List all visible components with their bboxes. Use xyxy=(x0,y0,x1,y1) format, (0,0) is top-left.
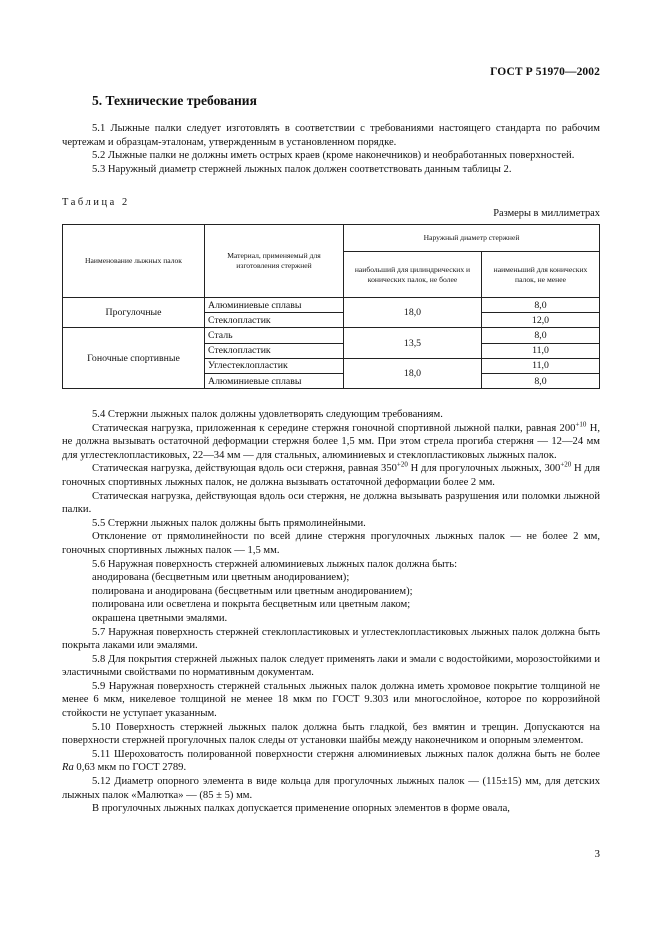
list-item: полирована или осветлена и покрыта бесцветным или цветным лаком; xyxy=(92,599,411,611)
min-cell: 11,0 xyxy=(482,343,600,358)
paragraph-5-12: 5.12 Диаметр опорного элемента в виде кольца для прогулочных лыжных палок — (115±15) мм, для детских лыжных палок «Малютка» — (85 ± 5) мм. xyxy=(62,776,600,801)
min-cell: 8,0 xyxy=(482,373,600,388)
header-diameter: Наружный диаметр стержней xyxy=(344,225,600,252)
material-cell: Стеклопластик xyxy=(205,313,344,328)
min-cell: 8,0 xyxy=(482,328,600,343)
paragraph-5-4-b: Статическая нагрузка, действующая вдоль оси стержня, равная $350^{+20}$ Н для прогулочных лыжных, $300^{+20}$ Н для гоночных спортивных лыжных палок, не должна вызывать остаточной деформации более 2 мм. xyxy=(62,460,601,488)
paragraph-5-4-a: Статическая нагрузка, приложенная к середине стержня гоночной спортивной лыжной палки, равная $200^{+10}$ Н, не должна вызывать остаточной деформации стержня более 1,5 мм. При этом стрела прогиба стержня — 12—24 мм для углестеклопластиковых, 22—34 мм — для стальных, алюминиевых и стеклопластиковых лыжных палок. xyxy=(62,420,600,461)
group-racing: Гоночные спортивные xyxy=(63,328,205,389)
paragraph-5-9: 5.9 Наружная поверхность стержней стальных лыжных палок должна иметь хромовое покрытие толщиной не менее 6 мкм, никелевое толщиной не менее 18 мкм по ГОСТ 9.303 или многослойное, которое по коррозийной стойкости не уступает указанным. xyxy=(62,680,600,720)
paragraph-5-7: 5.7 Наружная поверхность стержней стеклопластиковых и углестеклопластиковых лыжных палок должна быть покрыта лаками или эмалями. xyxy=(62,626,600,652)
paragraph-5-10: 5.10 Поверхность стержней лыжных палок должна быть гладкой, без вмятин и трещин. Допускаются на поверхности стержней прогулочных палок следы от установки шайбы между наконечником и опорным элементом. xyxy=(62,721,600,747)
table-label: Таблица 2 xyxy=(62,197,130,208)
table-units: Размеры в миллиметрах xyxy=(493,208,600,219)
min-cell: 8,0 xyxy=(482,298,600,313)
paragraph-5-4-c: Статическая нагрузка, действующая вдоль оси стержня, не должна вызывать разрушения или поломки лыжной палки. xyxy=(62,490,600,516)
paragraph-5-2: 5.2 Лыжные палки не должны иметь острых краев (кроме наконечников) и необработанных поверхностей. xyxy=(92,150,575,162)
max-cell: 18,0 xyxy=(344,298,482,328)
paragraph-5-11: 5.11 Шероховатость полированной поверхности стержня алюминиевых лыжных палок должна быть не более Ra 0,63 мкм по ГОСТ 2789. xyxy=(62,748,600,774)
list-item: окрашена цветными эмалями. xyxy=(92,612,228,624)
material-cell: Углестеклопластик xyxy=(205,358,344,373)
group-walking: Прогулочные xyxy=(63,298,205,328)
min-cell: 11,0 xyxy=(482,358,600,373)
paragraph-5-5-a: Отклонение от прямолинейности по всей длине стержня прогулочных лыжных палок — не более 2 мм, гоночных спортивных лыжных палок — 1,5 мм. xyxy=(62,531,600,556)
max-cell: 13,5 xyxy=(344,328,482,358)
table-row xyxy=(63,298,600,313)
material-cell: Алюминиевые сплавы xyxy=(205,373,344,388)
header-material: Материал, применяемый для изготовления стержней xyxy=(205,225,344,298)
paragraph-5-3: 5.3 Наружный диаметр стержней лыжных палок должен соответствовать данным таблицы 2. xyxy=(92,163,512,175)
section-title: 5. Технические требования xyxy=(92,93,257,108)
table-row xyxy=(63,328,600,343)
paragraph-5-6: 5.6 Наружная поверхность стержней алюминиевых лыжных палок должна быть: xyxy=(92,558,458,570)
paragraph-5-8: 5.8 Для покрытия стержней лыжных палок следует применять лаки и эмали с водостойкими, морозостойкими и эластичными свойствами по нормативным документам. xyxy=(62,653,600,679)
header-min: наименьший для конических палок, не менее xyxy=(482,252,600,298)
material-cell: Алюминиевые сплавы xyxy=(205,298,344,313)
header-max: наибольший для цилиндрических и конических палок, не более xyxy=(344,252,482,298)
max-cell: 18,0 xyxy=(344,358,482,388)
intro-paragraphs xyxy=(62,122,600,176)
header-name: Наименование лыжных палок xyxy=(63,225,205,298)
paragraph-5-4: 5.4 Стержни лыжных палок должны удовлетворять следующим требованиям. xyxy=(92,409,443,420)
paragraph-5-1: 5.1 Лыжные палки следует изготовлять в соответствии с требованиями настоящего стандарта по рабочим чертежам и образцам-эталонам, утвержденным в установленном порядке. xyxy=(62,123,600,148)
standard-number: ГОСТ Р 51970—2002 xyxy=(490,66,600,78)
material-cell: Стеклопластик xyxy=(205,343,344,358)
list-item: анодирована (бесцветным или цветным анодированием); xyxy=(92,572,350,584)
requirements-text xyxy=(62,408,600,816)
diameter-table xyxy=(62,224,600,389)
min-cell: 12,0 xyxy=(482,313,600,328)
page-number: 3 xyxy=(594,848,600,860)
paragraph-5-12-a: В прогулочных лыжных палках допускается применение опорных элементов в форме овала, xyxy=(92,803,510,815)
paragraph-5-5: 5.5 Стержни лыжных палок должны быть прямолинейными. xyxy=(92,517,366,529)
list-item: полирована и анодирована (бесцветным или цветным анодированием); xyxy=(92,585,413,597)
material-cell: Сталь xyxy=(205,328,344,343)
